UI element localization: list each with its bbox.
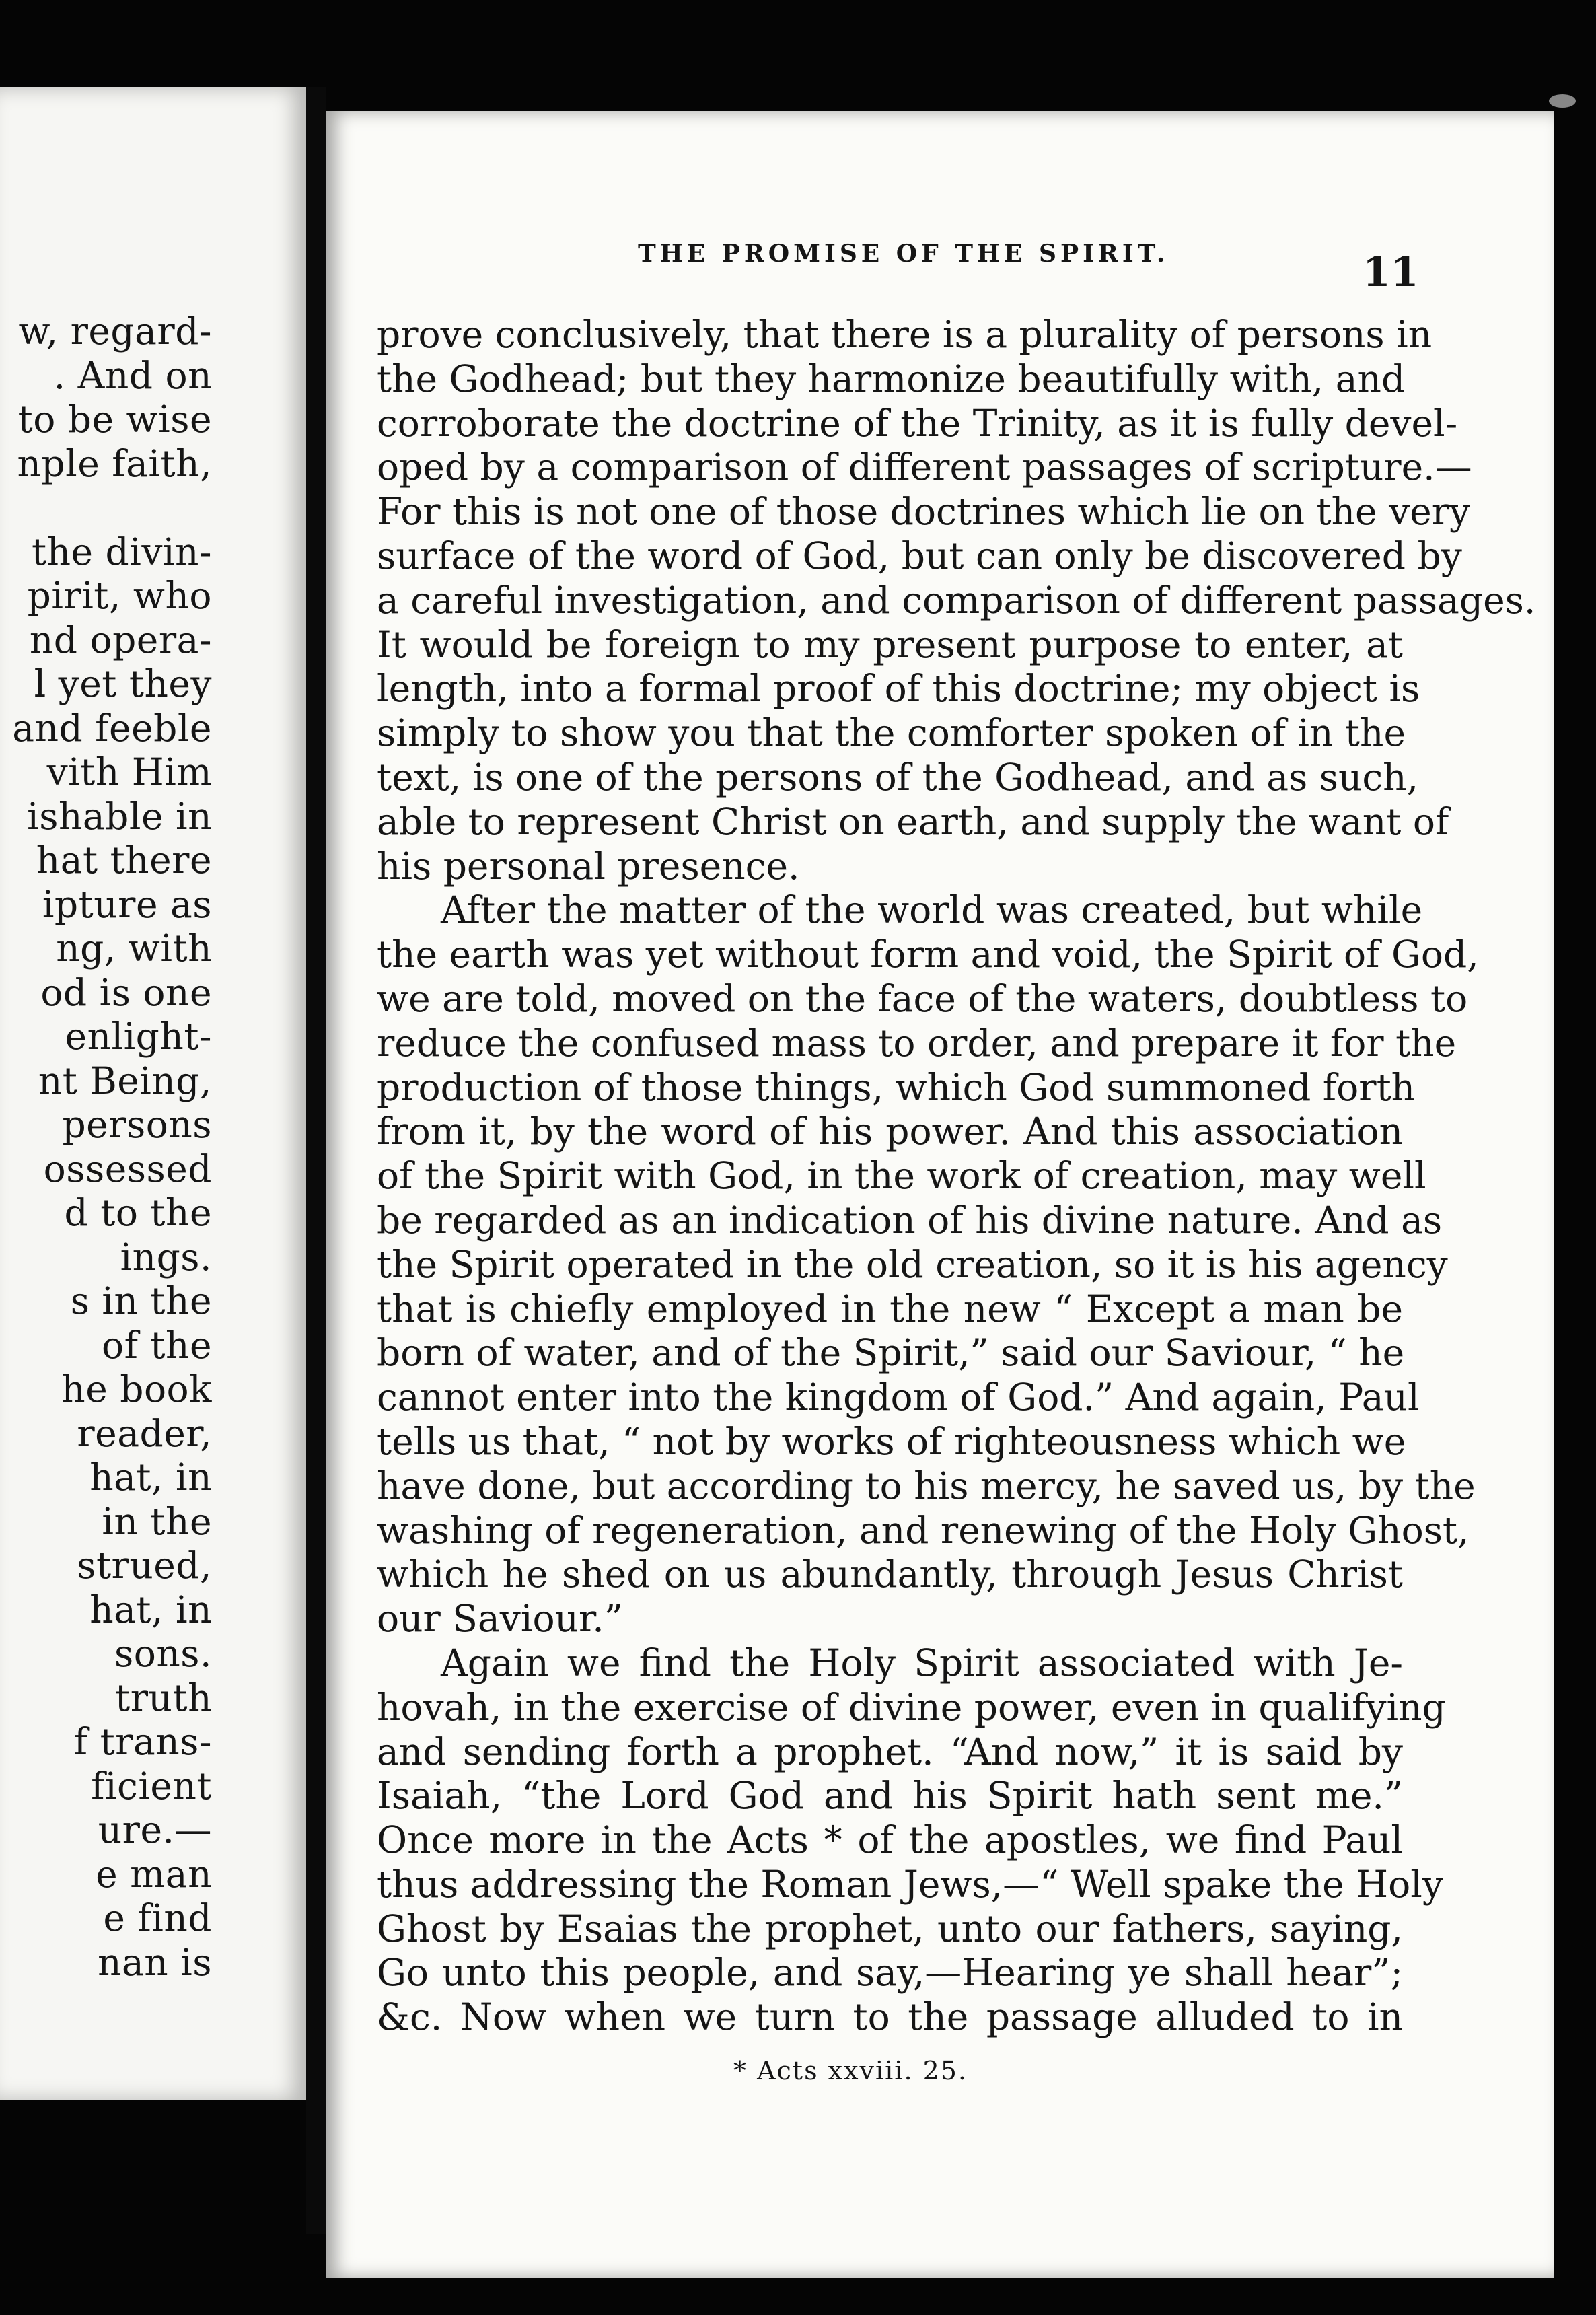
left-page-line: s in the — [70, 1279, 212, 1322]
body-line: tells us that, “ not by works of righteousness which we — [377, 1419, 1406, 1463]
left-page-line: e man — [96, 1852, 212, 1896]
body-line: It would be foreign to my present purpose to enter, at — [377, 622, 1403, 666]
body-line: be regarded as an indication of his divine nature. And as — [377, 1198, 1443, 1242]
left-page-line: od is one — [40, 970, 212, 1014]
body-line: Once more in the Acts * of the apostles, we find Paul — [377, 1818, 1403, 1862]
body-line: have done, but according to his mercy, he saved us, by the — [377, 1464, 1476, 1507]
left-page-line: ishable in — [27, 794, 212, 838]
left-page-line: in the — [102, 1499, 212, 1543]
body-line: we are told, moved on the face of the waters, doubtless to — [377, 976, 1468, 1020]
left-page-line: e find — [103, 1896, 212, 1939]
left-page-line: ings. — [120, 1235, 212, 1279]
body-text — [377, 313, 1536, 2040]
body-line: length, into a formal proof of this doctrine; my object is — [377, 667, 1420, 711]
left-page-line: truth — [115, 1676, 212, 1719]
body-line: that is chiefly employed in the new “ Except a man be — [377, 1287, 1403, 1330]
left-page-line: of the — [101, 1323, 212, 1367]
body-line: reduce the confused mass to order, and prepare it for the — [377, 1021, 1457, 1065]
left-page-line: ossessed — [43, 1147, 212, 1190]
body-line: from it, by the word of his power. And this association — [377, 1110, 1403, 1153]
left-page-line: hat there — [36, 839, 212, 882]
body-line: production of those things, which God summoned forth — [377, 1065, 1416, 1109]
left-page-line: nan is — [98, 1940, 212, 1984]
body-line: &c. Now when we turn to the passage alluded to in — [377, 1995, 1403, 2039]
running-head: THE PROMISE OF THE SPIRIT. — [638, 240, 1169, 268]
body-line: the Spirit operated in the old creation, so it is his agency — [377, 1242, 1448, 1286]
body-line: oped by a comparison of different passages of scripture.— — [377, 446, 1472, 489]
left-page-line: d to the — [64, 1191, 212, 1234]
left-page-line: persons — [62, 1103, 212, 1146]
body-line: Again we find the Holy Spirit associated with Je- — [441, 1641, 1403, 1684]
body-line: which he shed on us abundantly, through Jesus Christ — [377, 1553, 1403, 1596]
body-line: text, is one of the persons of the Godhead, and as such, — [377, 755, 1419, 799]
left-page-line: strued, — [77, 1544, 212, 1587]
body-line: and sending forth a prophet. “And now,” it is said by — [377, 1730, 1403, 1773]
page-number: 11 — [1363, 249, 1419, 296]
left-page-line: hat, in — [89, 1456, 212, 1499]
body-line: the Godhead; but they harmonize beautifully with, and — [377, 357, 1406, 400]
left-page-text — [0, 310, 212, 1985]
left-page-line: the divin- — [31, 530, 212, 573]
body-line: simply to show you that the comforter spoken of in the — [377, 711, 1406, 755]
body-line: surface of the word of God, but can only be discovered by — [377, 534, 1462, 577]
left-page-line: nple faith, — [17, 441, 212, 485]
body-line: hovah, in the exercise of divine power, even in qualifying — [377, 1685, 1446, 1729]
left-facing-page — [0, 87, 306, 2100]
left-page-line: ng, with — [56, 927, 212, 970]
left-page-line: nt Being, — [38, 1059, 212, 1102]
body-line: washing of regeneration, and renewing of the Holy Ghost, — [377, 1508, 1470, 1552]
left-page-line: ure.— — [98, 1808, 212, 1851]
left-page-line: nd opera- — [29, 618, 212, 662]
left-page-line: w, regard- — [18, 310, 212, 353]
body-line: cannot enter into the kingdom of God.” And again, Paul — [377, 1376, 1420, 1419]
left-page-line: sons. — [114, 1632, 212, 1675]
left-page-line: . And on — [53, 353, 212, 397]
left-page-line — [0, 486, 212, 530]
left-page-line: reader, — [77, 1411, 212, 1455]
left-page-line: he book — [61, 1367, 212, 1411]
body-line: After the matter of the world was created, but while — [441, 888, 1423, 932]
body-line: Isaiah, “the Lord God and his Spirit hath sent me.” — [377, 1774, 1403, 1818]
left-page-line: vith Him — [46, 750, 212, 793]
body-line: of the Spirit with God, in the work of creation, may well — [377, 1154, 1426, 1198]
left-page-line: ficient — [91, 1764, 212, 1808]
left-page-line: f trans- — [73, 1720, 212, 1763]
left-page-line: enlight- — [65, 1015, 212, 1058]
left-page-line: and feeble — [12, 706, 212, 750]
left-page-line: hat, in — [89, 1588, 212, 1631]
footnote: * Acts xxviii. 25. — [733, 2056, 968, 2086]
body-line: able to represent Christ on earth, and supply the want of — [377, 799, 1449, 843]
body-line: corroborate the doctrine of the Trinity, as it is fully devel- — [377, 401, 1458, 445]
body-line: thus addressing the Roman Jews,—“ Well spake the Holy — [377, 1862, 1443, 1906]
book-gutter — [306, 87, 326, 2234]
body-line: Go unto this people, and say,—Hearing ye shall hear”; — [377, 1951, 1403, 1995]
left-page-line: ipture as — [42, 882, 212, 926]
body-line: our Saviour.” — [377, 1597, 623, 1641]
body-line: his personal presence. — [377, 844, 800, 888]
body-line: born of water, and of the Spirit,” said our Saviour, “ he — [377, 1331, 1405, 1375]
left-page-line: to be wise — [17, 398, 212, 441]
body-line: prove conclusively, that there is a plurality of persons in — [377, 313, 1432, 356]
body-line: the earth was yet without form and void, the Spirit of God, — [377, 933, 1479, 976]
left-page-line: pirit, who — [27, 574, 212, 617]
body-line: For this is not one of those doctrines which lie on the very — [377, 490, 1471, 534]
left-page-line: l yet they — [34, 662, 212, 705]
body-line: a careful investigation, and comparison of different passages. — [377, 578, 1536, 622]
body-line: Ghost by Esaias the prophet, unto our fathers, saying, — [377, 1907, 1403, 1950]
scan-speck — [1549, 94, 1576, 108]
